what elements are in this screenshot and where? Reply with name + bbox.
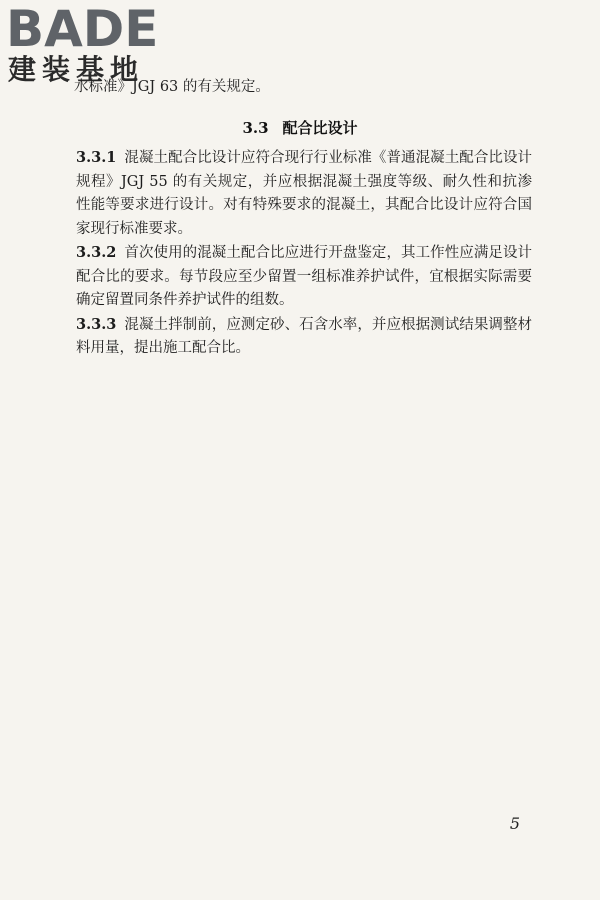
logo-cjk-text: 建装基地 [8,53,145,86]
clause-number: 3.3.3 [76,315,117,333]
clause-3-3-2 [76,241,532,313]
section-heading [0,117,600,138]
clause-3-3-1 [76,146,532,241]
clause-number: 3.3.2 [76,244,117,261]
clause-3-3-3 [76,313,532,361]
clause-text: 混凝土拌制前，应测定砂、石含水率，并应根据测试结果调整材料用量，提出施工配合比。 [76,316,532,356]
logo-latin-text: BADE [6,0,159,58]
clause-text: 首次使用的混凝土配合比应进行开盘鉴定，其工作性应满足设计配合比的要求。每节段应至少留置一组标准养护试件，宜根据实际需要确定留置同条件养护试件的组数。 [76,245,532,308]
page-number: 5 [509,814,520,833]
section-title: 配合比设计 [282,119,358,137]
clause-list [76,146,532,361]
section-number: 3.3 [242,119,269,137]
continuation-line: 水标准》JGJ 63 的有关规定。 [74,79,270,95]
clause-number: 3.3.1 [76,149,117,166]
clause-text: 混凝土配合比设计应符合现行行业标准《普通混凝土配合比设计规程》JGJ 55 的有关规定，并应根据混凝土强度等级、耐久性和抗渗性能等要求进行设计。对有特殊要求的混凝土，其配合比设计应符合国家现行标准要求。 [76,150,532,237]
